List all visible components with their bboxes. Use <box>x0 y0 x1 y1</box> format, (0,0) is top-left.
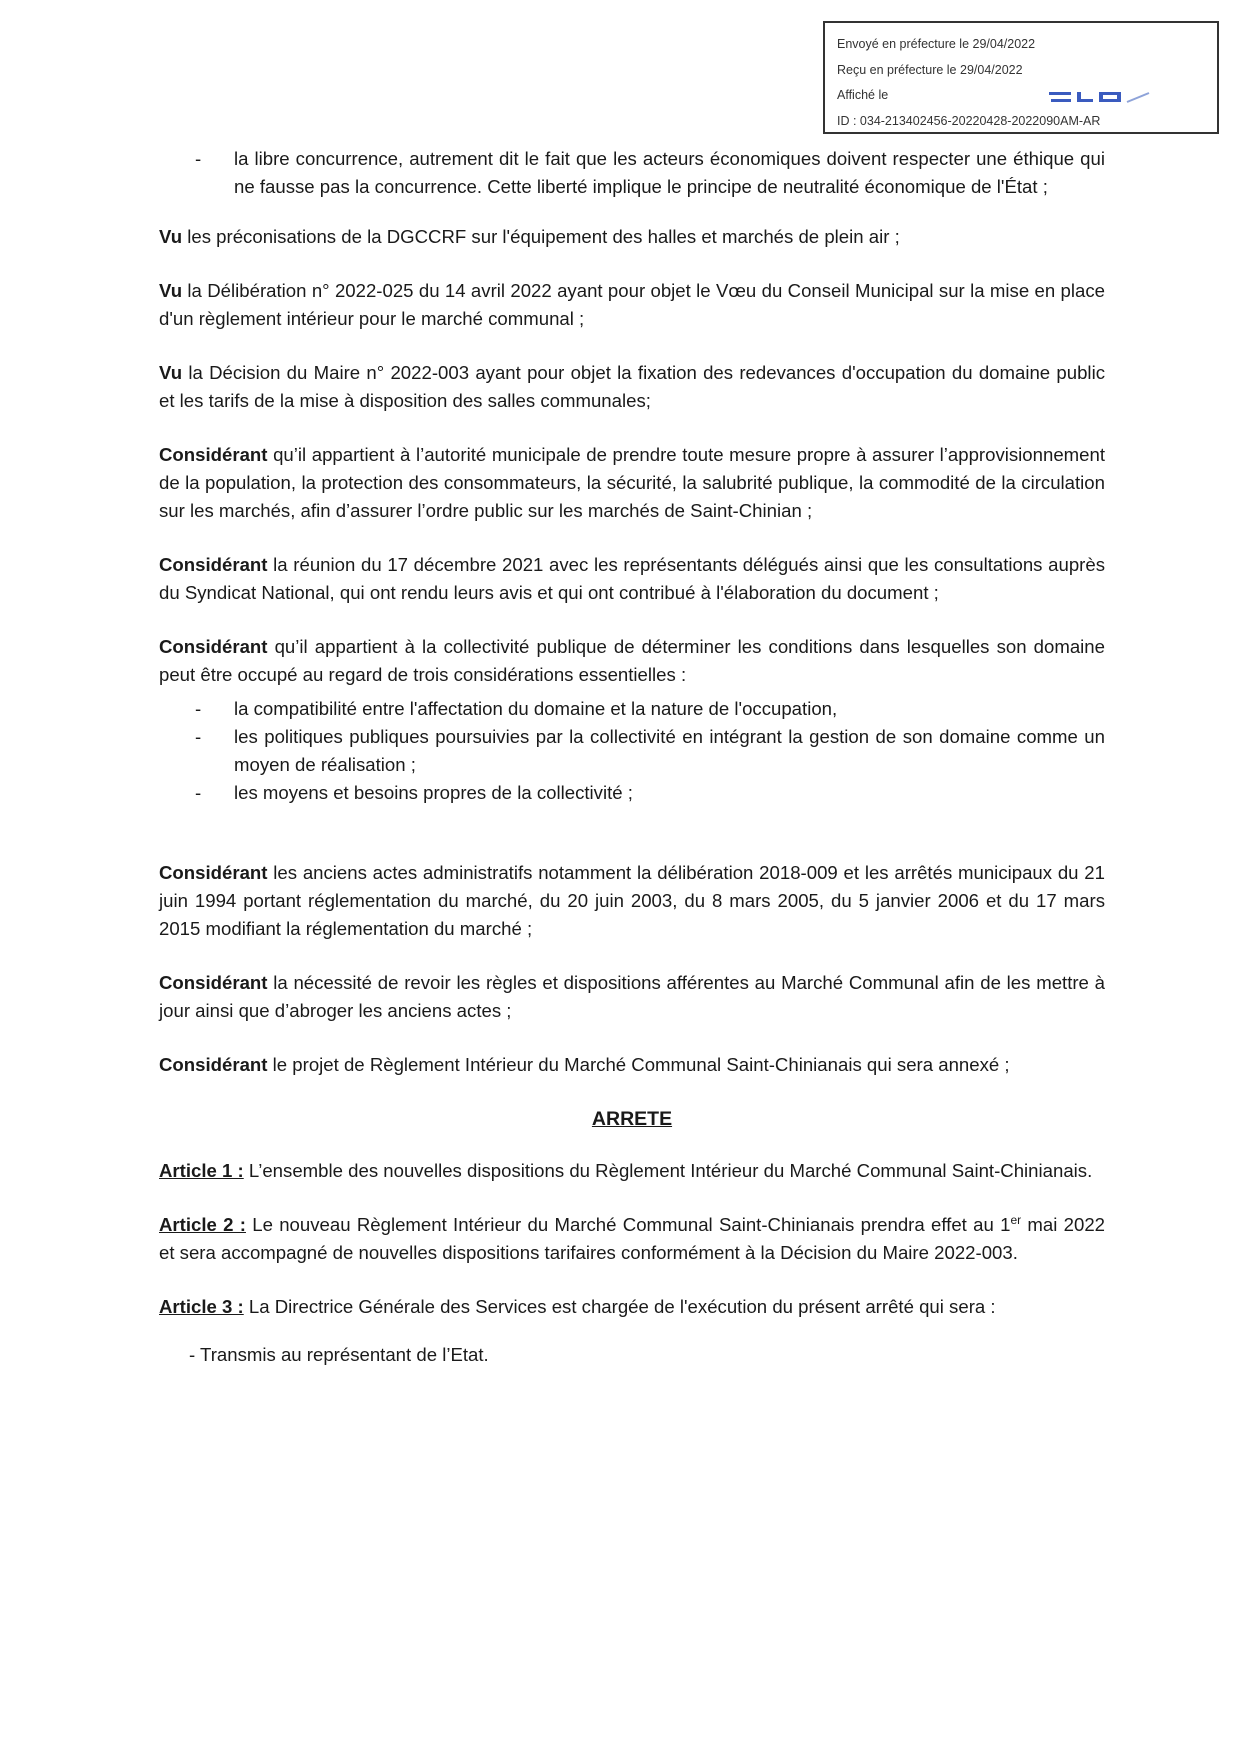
transmis-line: - Transmis au représentant de l’Etat. <box>189 1344 489 1365</box>
considerant-5: Considérant la nécessité de revoir les règles et dispositions afférentes au Marché Communal afin de les mettre à jour ainsi que d’abroger les anciens actes ; <box>159 972 1105 1021</box>
stamp-recu: Reçu en préfecture le 29/04/2022 <box>837 62 1023 77</box>
vu-preconisations: Vu les préconisations de la DGCCRF sur l'équipement des halles et marchés de plein air ; <box>159 226 900 247</box>
slo-logo-icon <box>1049 90 1169 104</box>
considerant-6: Considérant le projet de Règlement Intérieur du Marché Communal Saint-Chinianais qui sera annexé ; <box>159 1054 1010 1075</box>
considerations-list <box>159 695 1105 807</box>
list-item: - la compatibilité entre l'affectation du domaine et la nature de l'occupation, <box>195 698 838 719</box>
stamp-id: ID : 034-213402456-20220428-2022090AM-AR <box>837 113 1101 128</box>
stamp-envoye: Envoyé en préfecture le 29/04/2022 <box>837 37 1036 51</box>
document-body <box>159 145 1105 1369</box>
considerant-2: Considérant la réunion du 17 décembre 2021 avec les représentants délégués ainsi que les consultations auprès du Syndicat National, qui ont rendu leurs avis et qui ont contribué à l'élaboration du document ; <box>159 554 1105 603</box>
list-item: - les moyens et besoins propres de la collectivité ; <box>195 782 633 803</box>
arrete-heading: ARRETE <box>591 1108 673 1130</box>
list-item: - la libre concurrence, autrement dit le fait que les acteurs économiques doivent respecter une éthique qui ne fausse pas la concurrence. Cette liberté implique le principe de neutralité économique de l'État ; <box>195 148 1105 197</box>
article-1: Article 1 : L’ensemble des nouvelles dispositions du Règlement Intérieur du Marché Communal Saint-Chinianais. <box>159 1160 1093 1181</box>
article-2: Article 2 : Le nouveau Règlement Intérieur du Marché Communal Saint-Chinianais prendra effet au 1er mai 2022 et sera accompagné de nouvelles dispositions tarifaires conformément à la Décision du Maire 2022-003. <box>159 1212 1105 1263</box>
article-3: Article 3 : La Directrice Générale des Services est chargée de l'exécution du présent arrêté qui sera : <box>159 1296 996 1317</box>
considerant-4: Considérant les anciens actes administratifs notamment la délibération 2018-009 et les arrêtés municipaux du 21 juin 1994 portant réglementation du marché, du 20 juin 2003, du 8 mars 2005, du 5 janvier 2006 et du 17 mars 2015 modifiant la réglementation du marché ; <box>159 862 1105 939</box>
stamp-affiche-label: Affiché le <box>837 88 889 102</box>
considerant-1: Considérant qu’il appartient à l’autorité municipale de prendre toute mesure propre à assurer l’approvisionnement de la population, la protection des consommateurs, la sécurité, la salubrité publique, la commodité de la circulation sur les marchés, afin d’assurer l’ordre public sur les marchés de Saint-Chinian ; <box>159 444 1105 521</box>
top-bullet-list <box>159 145 1105 201</box>
considerant-3: Considérant qu’il appartient à la collectivité publique de déterminer les conditions dans lesquelles son domaine peut être occupé au regard de trois considérations essentielles : <box>159 636 1105 685</box>
vu-decision: Vu la Décision du Maire n° 2022-003 ayant pour objet la fixation des redevances d'occupation du domaine public et les tarifs de la mise à disposition des salles communales; <box>159 362 1105 411</box>
prefecture-stamp <box>823 21 1219 134</box>
vu-deliberation: Vu la Délibération n° 2022-025 du 14 avril 2022 ayant pour objet le Vœu du Conseil Municipal sur la mise en place d'un règlement intérieur pour le marché communal ; <box>159 280 1105 329</box>
stamp-affiche <box>837 83 1207 109</box>
list-item: - les politiques publiques poursuivies par la collectivité en intégrant la gestion de son domaine comme un moyen de réalisation ; <box>195 726 1105 775</box>
